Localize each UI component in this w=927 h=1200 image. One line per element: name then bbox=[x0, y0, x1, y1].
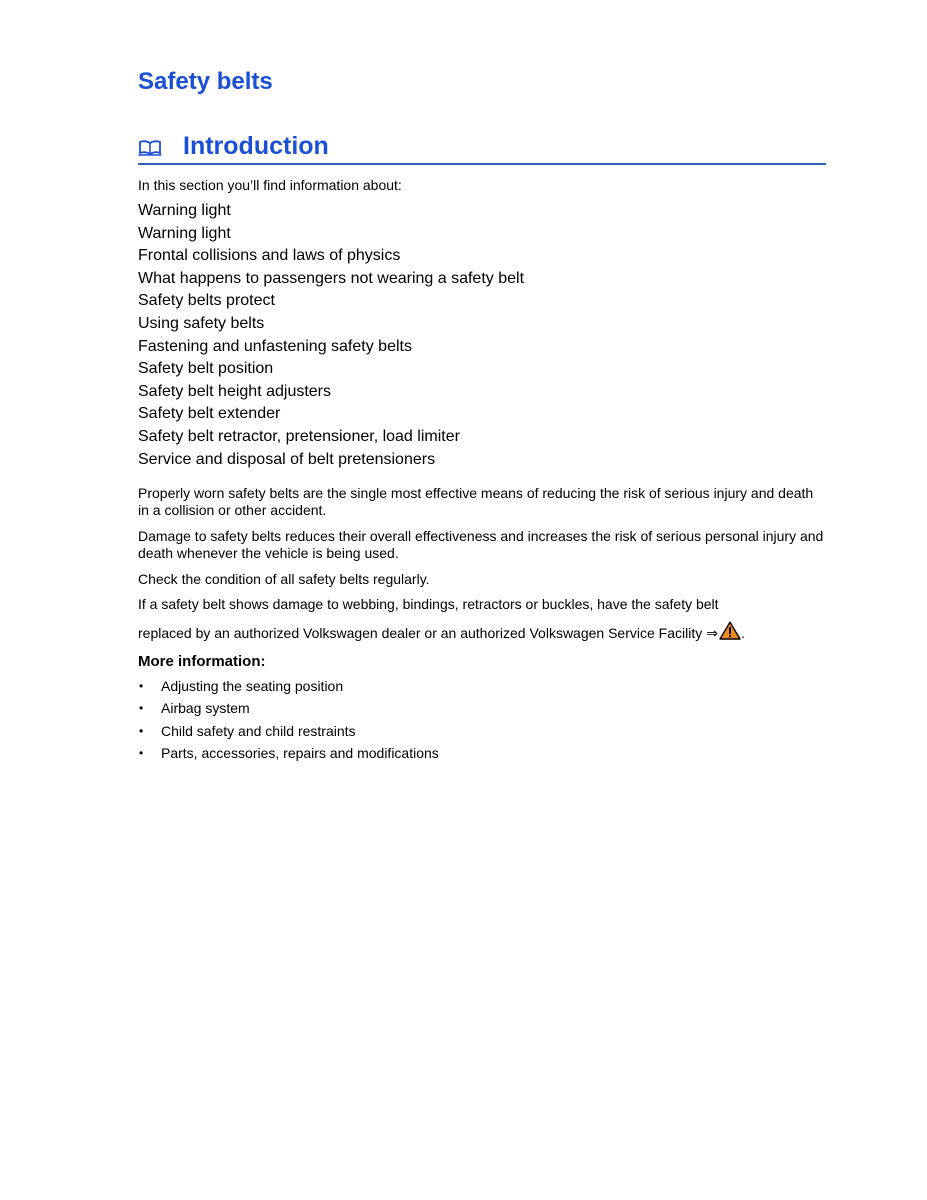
bullet: • bbox=[139, 746, 144, 761]
bullet: • bbox=[139, 679, 144, 693]
list-item[interactable] bbox=[138, 697, 439, 719]
bullet: • bbox=[139, 723, 144, 738]
paragraph-text: replaced by an authorized Volkswagen dealer or an authorized Volkswagen Service Facility bbox=[138, 625, 703, 641]
list-item[interactable] bbox=[138, 742, 439, 764]
topic-link[interactable]: Safety belt position bbox=[138, 360, 274, 378]
list-item-label: Child safety and child restraints bbox=[161, 722, 356, 739]
open-book-icon bbox=[138, 140, 162, 156]
topic-list bbox=[138, 200, 524, 471]
reference-arrow: ⇒ bbox=[706, 625, 718, 641]
list-item-label: Adjusting the seating position bbox=[161, 678, 344, 694]
topic-link[interactable]: Fastening and unfastening safety belts bbox=[138, 337, 412, 355]
topic-link[interactable]: Safety belts protect bbox=[138, 292, 275, 310]
list-item-label: Airbag system bbox=[161, 700, 250, 717]
paragraph: Damage to safety belts reduces their overall effectiveness and increases the risk of serious personal injury and death whenever the vehicle is being used. bbox=[138, 528, 824, 561]
paragraph-with-warning-ref bbox=[138, 621, 826, 642]
topic-link[interactable]: Warning light bbox=[138, 202, 231, 219]
topic-link[interactable]: Safety belt height adjusters bbox=[138, 382, 332, 400]
page-title: Safety belts bbox=[138, 68, 273, 95]
bullet: • bbox=[139, 701, 144, 716]
topic-link[interactable]: Frontal collisions and laws of physics bbox=[138, 247, 401, 265]
intro-text: In this section you’ll find information about: bbox=[138, 177, 402, 193]
topic-link[interactable]: Safety belt retractor, pretensioner, load limiter bbox=[138, 427, 460, 445]
topic-link[interactable]: Safety belt extender bbox=[138, 405, 281, 423]
section-header bbox=[138, 132, 826, 165]
paragraph: Properly worn safety belts are the single most effective means of reducing the risk of serious injury and death in a collision or other accident. bbox=[138, 485, 814, 518]
list-item[interactable] bbox=[138, 675, 439, 697]
more-information-list bbox=[138, 675, 439, 765]
list-item[interactable] bbox=[138, 720, 439, 742]
topic-link[interactable]: What happens to passengers not wearing a safety belt bbox=[138, 269, 525, 287]
topic-link[interactable]: Warning light bbox=[138, 224, 231, 242]
topic-link[interactable]: Using safety belts bbox=[138, 314, 265, 332]
warning-triangle-icon[interactable] bbox=[719, 621, 741, 640]
paragraph: Check the condition of all safety belts regularly. bbox=[138, 571, 430, 587]
section-title: Introduction bbox=[183, 132, 329, 160]
list-item-label: Parts, accessories, repairs and modifications bbox=[161, 745, 439, 762]
sentence-end: . bbox=[740, 625, 745, 641]
paragraph: If a safety belt shows damage to webbing, bindings, retractors or buckles, have the safety belt bbox=[138, 596, 719, 612]
more-information-heading: More information: bbox=[138, 653, 266, 670]
topic-link[interactable]: Service and disposal of belt pretensioners bbox=[138, 450, 436, 468]
